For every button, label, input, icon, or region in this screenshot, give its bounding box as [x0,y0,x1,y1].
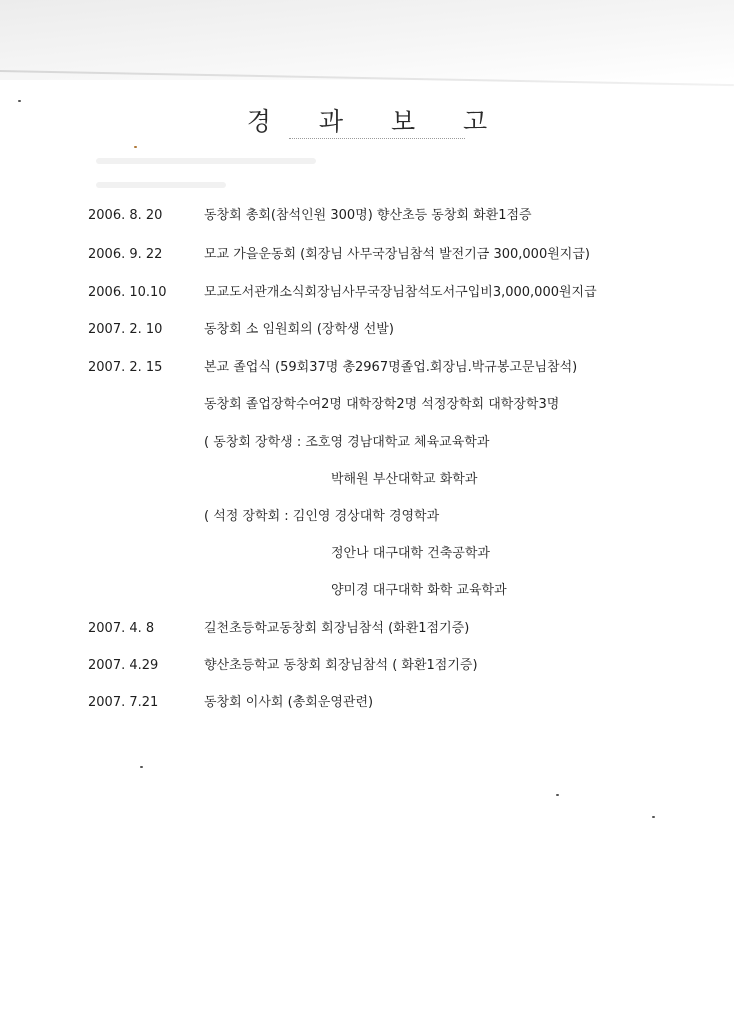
entry-text: 모교 가을운동회 (회장님 사무국장님참석 발전기금 300,000원지급) [204,247,590,262]
graduation-detail: 박해원 부산대학교 화학과 [331,472,478,487]
title-underline [289,138,465,141]
entry-text: 향산초등학교 동창회 회장님참석 ( 화환1점기증) [204,658,478,673]
entry-date: 2007. 4. 8 [88,621,155,636]
graduation-detail: ( 동창회 장학생 : 조호영 경남대학교 체육교육학과 [204,435,490,450]
graduation-detail: 동창회 졸업장학수여2명 대학장학2명 석정장학회 대학장학3명 [204,397,560,412]
graduation-detail: 정안나 대구대학 건축공학과 [331,546,490,561]
scan-speck [18,100,21,102]
scan-shadow [0,0,734,80]
entry-date: 2007. 7.21 [88,695,159,710]
graduation-detail: ( 석정 장학회 : 김인영 경상대학 경영학과 [204,509,440,524]
entry-text: 동창회 총회(참석인원 300명) 향산초등 동창회 화환1점증 [204,208,532,223]
scan-speck [140,766,143,768]
entry-date: 2007. 2. 10 [88,322,163,337]
entry-text: 본교 졸업식 (59회37명 총2967명졸업.회장님.박규봉고문님참석) [204,360,578,375]
entry-date: 2006. 10.10 [88,285,167,300]
document-title: 경 과 보 고 [246,107,508,136]
entry-date: 2007. 2. 15 [88,360,163,375]
graduation-detail: 양미경 대구대학 화학 교육학과 [331,583,507,598]
entry-date: 2006. 9. 22 [88,247,163,262]
scan-speck [652,816,655,818]
entry-text: 모교도서관개소식회장님사무국장님참석도서구입비3,000,000원지급 [204,285,597,300]
entry-text: 길천초등학교동창회 회장님참석 (화환1점기증) [204,621,470,636]
entry-text: 동창회 소 임원회의 (장학생 선발) [204,322,394,337]
entry-text: 동창회 이사회 (총회운영관련) [204,695,374,710]
entry-date: 2006. 8. 20 [88,208,163,223]
faded-text-line [96,158,316,164]
entry-date: 2007. 4.29 [88,658,159,673]
faded-text-line [96,182,226,188]
scan-speck [134,146,137,148]
scan-speck [556,794,559,796]
